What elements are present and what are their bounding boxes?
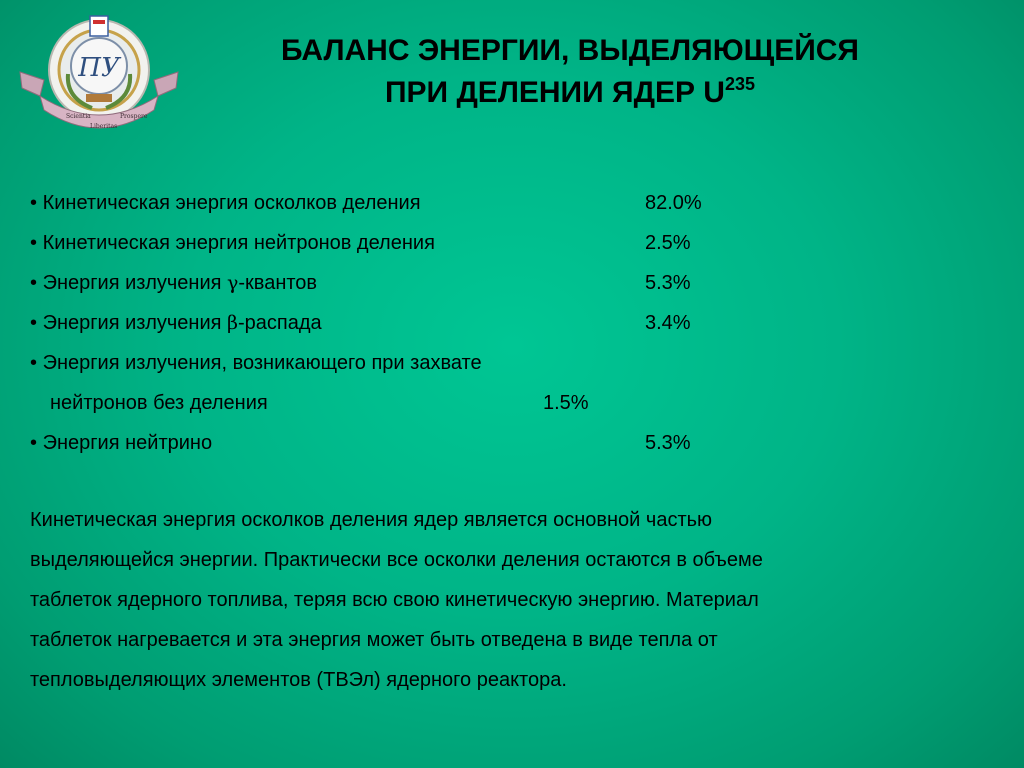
list-item-value: 3.4% [645,312,691,334]
list-item [30,186,930,226]
svg-text:ПУ: ПУ [78,53,120,83]
list-item-label: • Энергия излучения, возникающего при захвате [30,352,482,374]
list-item-value: 1.5% [543,392,589,414]
paragraph-line: Кинетическая энергия осколков деления ядер является основной частью [30,509,713,531]
list-item [30,426,930,466]
list-item-label: • Энергия излучения γ-квантов [30,272,318,294]
list-item-value: 5.3% [645,272,691,294]
svg-text:Prospere: Prospere [120,113,148,120]
energy-balance-list [30,186,930,466]
list-item-label: • Энергия излучения β-распада [30,312,322,334]
list-item-label: нейтронов без деления [50,392,268,414]
emblem-graphic [16,14,182,140]
list-item [30,226,930,266]
paragraph-line: тепловыделяющих элементов (ТВЭл) ядерного реактора. [30,669,567,691]
title-superscript: 235 [724,74,756,94]
title-line-1: БАЛАНС ЭНЕРГИИ, ВЫДЕЛЯЮЩЕЙСЯ [281,34,859,67]
title-line-2 [200,72,940,114]
gamma-symbol: γ [227,272,239,294]
list-item [30,306,930,346]
svg-text:Liberitas: Liberitas [90,123,118,130]
list-item-value: 2.5% [645,232,691,254]
list-item-label: • Кинетическая энергия осколков деления [30,192,421,214]
list-item-value: 5.3% [645,432,691,454]
list-item [30,266,930,306]
beta-symbol: β [227,312,239,334]
list-item-continuation [30,386,930,426]
paragraph-line: выделяющейся энергии. Практически все осколки деления остаются в объеме [30,549,763,571]
list-item-value: 82.0% [645,192,702,214]
list-item-label: • Энергия нейтрино [30,432,213,454]
university-logo [16,14,182,140]
list-item [30,346,930,386]
paragraph-line: таблеток нагревается и эта энергия может быть отведена в виде тепла от [30,629,718,651]
svg-text:Scientia: Scientia [66,113,91,120]
paragraph-line: таблеток ядерного топлива, теряя всю свою кинетическую энергию. Материал [30,589,759,611]
list-item-label: • Кинетическая энергия нейтронов деления [30,232,435,254]
slide-title [200,30,940,114]
explanation-paragraph [30,500,980,700]
title-line-2-text: ПРИ ДЕЛЕНИИ ЯДЕР U [384,76,725,109]
